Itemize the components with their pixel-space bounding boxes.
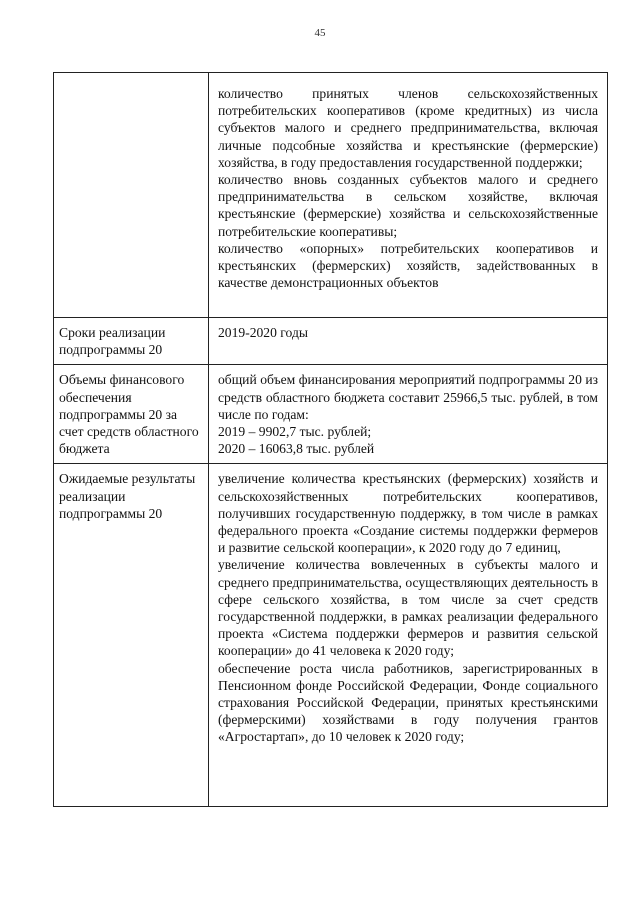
table-row bbox=[54, 365, 608, 464]
table-row bbox=[54, 318, 608, 365]
row-content-cell bbox=[209, 73, 608, 318]
paragraph: общий объем финансирования мероприятий подпрограммы 20 из средств областного бюджета составит 25966,5 тыс. рублей, в том числе по годам: bbox=[218, 372, 598, 422]
row-label-cell bbox=[54, 464, 209, 807]
paragraph: обеспечение роста числа работников, зарегистрированных в Пенсионном фонде Российской Федерации, Фонде социального страхования Российской Федерации, принятых крестьянскими (фермерскими) хозяйствами в году получения грантов «Агростартап», до 10 человек к 2020 году; bbox=[218, 660, 598, 745]
row-content-cell bbox=[209, 318, 608, 365]
paragraph: количество вновь созданных субъектов малого и среднего предпринимательства в сельском хозяйстве, включая крестьянские (фермерские) хозяйства и сельскохозяйственные потребительские кооперативы; bbox=[218, 172, 598, 239]
paragraph: 2019 – 9902,7 тыс. рублей; bbox=[218, 424, 372, 440]
paragraph: количество принятых членов сельскохозяйственных потребительских кооперативов (кроме кредитных) из числа субъектов малого и среднего предпринимательства, включая личные подсобные хозяйства и крестьянские (фермерские) хозяйства, в году предоставления государственной поддержки; bbox=[218, 86, 598, 170]
subprogram-passport-table bbox=[53, 72, 608, 807]
paragraph: увеличение количества вовлеченных в субъекты малого и среднего предпринимательства, осуществляющих деятельность в сфере сельского хозяйства, в том числе за счет средств государственной поддержки, в рамках реализации федерального проекта «Система поддержки фермеров и развития сельской кооперации» до 41 человека к 2020 году; bbox=[218, 557, 598, 659]
paragraph: 2020 – 16063,8 тыс. рублей bbox=[218, 441, 375, 457]
row-label bbox=[54, 73, 208, 85]
paragraph: количество «опорных» потребительских кооперативов и крестьянских (фермерских) хозяйств, задействованных в качестве демонстрационных объектов bbox=[218, 240, 598, 291]
row-label-cell bbox=[54, 365, 209, 464]
row-content-cell bbox=[209, 365, 608, 464]
paragraph: 2019-2020 годы bbox=[218, 325, 308, 340]
row-label: Ожидаемые результаты реализации подпрограммы 20 bbox=[59, 471, 196, 521]
table-row bbox=[54, 73, 608, 318]
row-content-cell bbox=[209, 464, 608, 807]
row-label-cell bbox=[54, 318, 209, 365]
page-number: 45 bbox=[314, 27, 326, 39]
row-label: Объемы финансового обеспечения подпрограммы 20 за счет средств областного бюджета bbox=[59, 372, 199, 457]
row-label-cell bbox=[54, 73, 209, 318]
table-row bbox=[54, 464, 608, 807]
row-label: Сроки реализации подпрограммы 20 bbox=[59, 325, 166, 358]
paragraph: увеличение количества крестьянских (фермерских) хозяйств и сельскохозяйственных потребительских кооперативов, получивших государственную поддержку, в том числе в рамках федерального проекта «Создание системы поддержки фермеров и развитие сельской кооперации», к 2020 году до 7 единиц, bbox=[218, 471, 598, 556]
